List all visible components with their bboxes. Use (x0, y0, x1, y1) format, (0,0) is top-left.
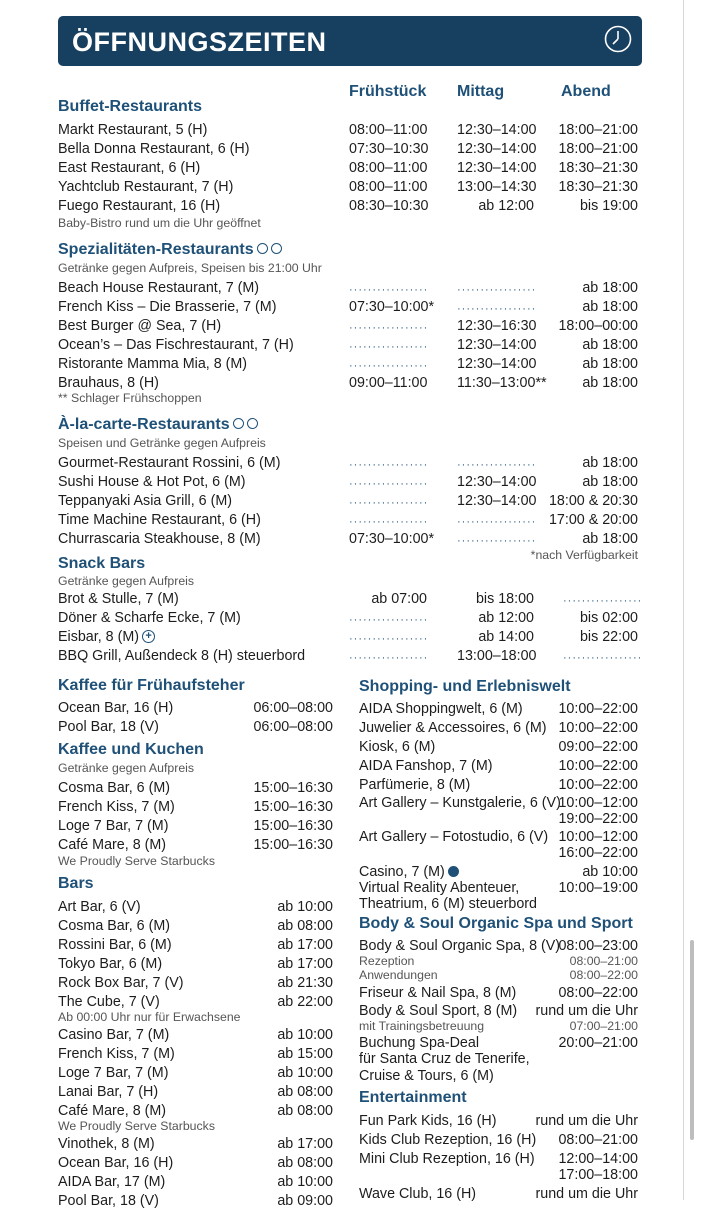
buffet-row-breakfast-0: 08:00–11:00 (349, 122, 428, 138)
shopping-row-time-0: 10:00–22:00 (558, 701, 638, 717)
snack-name-1: Döner & Scharfe Ecke, 7 (M) (58, 610, 241, 626)
bars-row2-name-1: French Kiss, 7 (M) (58, 1046, 175, 1062)
alacarte-row-breakfast-3-empty: ················· (349, 516, 429, 528)
snack-dinner-0-empty: ················· (563, 595, 643, 607)
kaffee-kuchen-heading: Kaffee und Kuchen (58, 741, 204, 758)
kaffee-frueh-row-name-0: Ocean Bar, 16 (H) (58, 700, 174, 716)
column-header-3: Abend (561, 83, 611, 100)
alacarte-note: *nach Verfügbarkeit (530, 548, 638, 562)
reservation-icon (247, 418, 258, 429)
buffet-row-name-2: East Restaurant, 6 (H) (58, 160, 201, 176)
casino-chip-icon (448, 866, 459, 877)
special-row-lunch-1-empty: ················· (457, 303, 537, 315)
bars-row-time-4: ab 21:30 (277, 975, 333, 991)
kaffee-kuchen-row-time-0: 15:00–16:30 (253, 780, 333, 796)
bars-row2-time-2: ab 10:00 (277, 1065, 333, 1081)
bars-row3-name-1: Ocean Bar, 16 (H) (58, 1155, 174, 1171)
special-row-name-0: Beach House Restaurant, 7 (M) (58, 280, 260, 296)
alacarte-row-breakfast-4: 07:30–10:00* (349, 531, 435, 547)
buffet-row-dinner-1: 18:00–21:00 (558, 141, 638, 157)
snack-dinner-1: bis 02:00 (579, 610, 638, 626)
buffet-row-breakfast-1: 07:30–10:30 (349, 141, 429, 157)
buffet-row-name-1: Bella Donna Restaurant, 6 (H) (58, 141, 250, 157)
entertainment-name-0: Fun Park Kids, 16 (H) (359, 1113, 497, 1129)
title-banner (58, 16, 642, 66)
buffet-row-breakfast-4: 08:30–10:30 (349, 198, 429, 214)
buffet-row-lunch-1: 12:30–14:00 (457, 141, 537, 157)
buffet-heading: Buffet-Restaurants (58, 98, 203, 115)
buffet-row-dinner-4: bis 19:00 (579, 198, 638, 214)
shopping-vr-name1: Virtual Reality Abenteuer, (359, 880, 520, 896)
buffet-row-lunch-0: 12:30–14:00 (457, 122, 537, 138)
snack-breakfast-0: ab 07:00 (371, 591, 427, 607)
special-row-breakfast-1: 07:30–10:00* (349, 299, 435, 315)
spa-time: 08:00–23:00 (558, 938, 638, 954)
shopping-vr-time: 10:00–19:00 (558, 880, 638, 896)
bars-row2-time-1: ab 15:00 (277, 1046, 333, 1062)
kaffee-kuchen-row-name-1: French Kiss, 7 (M) (58, 799, 175, 815)
alacarte-row-breakfast-2-empty: ················· (349, 497, 429, 509)
shopping-row-time-4: 10:00–22:00 (558, 777, 638, 793)
bars-row-name-3: Tokyo Bar, 6 (M) (58, 956, 163, 972)
shopping-row-time-1: 10:00–22:00 (558, 720, 638, 736)
bars-row3-name-2: AIDA Bar, 17 (M) (58, 1174, 166, 1190)
spa-sport-time: rund um die Uhr (535, 1003, 638, 1019)
alacarte-row-lunch-0-empty: ················· (457, 459, 537, 471)
spa-buchung-time: 20:00–21:00 (558, 1035, 638, 1051)
special-row-name-5: Brauhaus, 8 (H) (58, 375, 159, 391)
bars-row3-name-3: Pool Bar, 18 (V) (58, 1193, 159, 1209)
shopping-row-name-3: AIDA Fanshop, 7 (M) (359, 758, 493, 774)
special-row-dinner-1: ab 18:00 (582, 299, 638, 315)
shopping-row-time-3: 10:00–22:00 (558, 758, 638, 774)
bars-row-time-5: ab 22:00 (277, 994, 333, 1010)
column-header-1: Frühstück (349, 83, 427, 100)
entertainment-heading: Entertainment (359, 1089, 467, 1106)
snack-lunch-0: bis 18:00 (475, 591, 534, 607)
alacarte-row-lunch-2: 12:30–14:00 (457, 493, 537, 509)
special-note: ** Schlager Frühschoppen (58, 391, 202, 405)
reservation-icon (271, 243, 282, 254)
spa-buchung-name3: Cruise & Tours, 6 (M) (359, 1068, 494, 1084)
buffet-row-lunch-4: ab 12:00 (478, 198, 534, 214)
bars-row3-time-3: ab 09:00 (277, 1193, 333, 1209)
snack-breakfast-empty-1: ················· (349, 614, 429, 626)
shopping-row-name-0: AIDA Shoppingwelt, 6 (M) (359, 701, 523, 717)
shopping-kunst-time2: 19:00–22:00 (558, 811, 638, 827)
bars-row-time-0: ab 10:00 (277, 899, 333, 915)
special-row-name-4: Ristorante Mamma Mia, 8 (M) (58, 356, 248, 372)
kaffee-kuchen-row-name-2: Loge 7 Bar, 7 (M) (58, 818, 169, 834)
bars-row-name-4: Rock Box Bar, 7 (V) (58, 975, 184, 991)
special-row-dinner-2: 18:00–00:00 (558, 318, 638, 334)
shopping-row-name-2: Kiosk, 6 (M) (359, 739, 436, 755)
kaffee-kuchen-sub: Getränke gegen Aufpreis (58, 761, 195, 775)
shopping-row-time-2: 09:00–22:00 (558, 739, 638, 755)
shopping-heading: Shopping- und Erlebniswelt (359, 678, 571, 695)
spa-name: Body & Soul Organic Spa, 8 (V) (359, 938, 561, 954)
kaffee-frueh-row-time-0: 06:00–08:00 (253, 700, 333, 716)
special-row-lunch-3: 12:30–14:00 (457, 337, 537, 353)
buffet-row-dinner-2: 18:30–21:30 (558, 160, 638, 176)
spa-heading: Body & Soul Organic Spa und Sport (359, 915, 633, 932)
bars-row3-time-0: ab 17:00 (277, 1136, 333, 1152)
snack-sub: Getränke gegen Aufpreis (58, 574, 195, 588)
special-row-breakfast-2-empty: ················· (349, 322, 429, 334)
shopping-foto-time2: 16:00–22:00 (558, 845, 638, 861)
kaffee-frueh-row-name-1: Pool Bar, 18 (V) (58, 719, 159, 735)
bars-row-name-5: The Cube, 7 (V) (58, 994, 160, 1010)
kaffee-kuchen-row-time-3: 15:00–16:30 (253, 837, 333, 853)
alacarte-sub: Speisen und Getränke gegen Aufpreis (58, 436, 266, 450)
snack-dinner-2: bis 22:00 (579, 629, 638, 645)
buffet-row-breakfast-2: 08:00–11:00 (349, 160, 428, 176)
special-row-lunch-2: 12:30–16:30 (457, 318, 537, 334)
special-row-breakfast-0-empty: ················· (349, 284, 429, 296)
snack-name-2: Eisbar, 8 (M) + (58, 629, 155, 645)
spa-rezeption-label: Rezeption (359, 954, 415, 968)
bars-heading: Bars (58, 875, 94, 892)
alacarte-row-name-0: Gourmet-Restaurant Rossini, 6 (M) (58, 455, 281, 471)
spa-buchung-name1: Buchung Spa-Deal (359, 1035, 480, 1051)
spa-friseur-name: Friseur & Nail Spa, 8 (M) (359, 985, 517, 1001)
special-row-dinner-4: ab 18:00 (582, 356, 638, 372)
bars-row2-time-3: ab 08:00 (277, 1084, 333, 1100)
alacarte-row-name-1: Sushi House & Hot Pot, 6 (M) (58, 474, 246, 490)
entertainment-time-4: rund um die Uhr (535, 1186, 638, 1202)
plus-icon: + (142, 630, 155, 643)
spa-anwendungen-label: Anwendungen (359, 968, 438, 982)
alacarte-row-dinner-1: ab 18:00 (582, 474, 638, 490)
kaffee-frueh-heading: Kaffee für Frühaufsteher (58, 677, 245, 694)
column-header-2: Mittag (457, 83, 505, 100)
alacarte-row-lunch-3-empty: ················· (457, 516, 537, 528)
bars-row-time-2: ab 17:00 (277, 937, 333, 953)
bars-row-name-2: Rossini Bar, 6 (M) (58, 937, 172, 953)
spa-buchung-name2: für Santa Cruz de Tenerife, (359, 1051, 530, 1067)
clock-icon (604, 25, 632, 53)
page-title: ÖFFNUNGSZEITEN (72, 27, 327, 57)
shopping-casino-time: ab 10:00 (582, 864, 638, 880)
buffet-row-dinner-0: 18:00–21:00 (558, 122, 638, 138)
spa-friseur-time: 08:00–22:00 (558, 985, 638, 1001)
bars-row-name-1: Cosma Bar, 6 (M) (58, 918, 171, 934)
special-row-name-2: Best Burger @ Sea, 7 (H) (58, 318, 222, 334)
snack-heading: Snack Bars (58, 555, 146, 572)
buffet-row-name-4: Fuego Restaurant, 16 (H) (58, 198, 221, 214)
entertainment-time-1: 08:00–21:00 (558, 1132, 638, 1148)
spa-sport-name: Body & Soul Sport, 8 (M) (359, 1003, 518, 1019)
shopping-kunst-name: Art Gallery – Kunstgalerie, 6 (V) (359, 795, 561, 811)
special-row-dinner-0: ab 18:00 (582, 280, 638, 296)
snack-dinner-3-empty: ················· (563, 652, 643, 664)
bars-row2-name-4: Café Mare, 8 (M) (58, 1103, 167, 1119)
entertainment-name-4: Wave Club, 16 (H) (359, 1186, 477, 1202)
bars-row3-time-1: ab 08:00 (277, 1155, 333, 1171)
dress-code-icon (257, 243, 268, 254)
shopping-foto-time1: 10:00–12:00 (558, 829, 638, 845)
alacarte-row-breakfast-0-empty: ················· (349, 459, 429, 471)
alacarte-row-dinner-3: 17:00 & 20:00 (548, 512, 638, 528)
buffet-row-lunch-3: 13:00–14:30 (457, 179, 537, 195)
shopping-row-name-1: Juwelier & Accessoires, 6 (M) (359, 720, 547, 736)
special-row-breakfast-4-empty: ················· (349, 360, 429, 372)
special-row-dinner-3: ab 18:00 (582, 337, 638, 353)
alacarte-row-lunch-4-empty: ················· (457, 535, 537, 547)
alacarte-row-breakfast-1-empty: ················· (349, 478, 429, 490)
spa-rezeption-time: 08:00–21:00 (569, 954, 638, 968)
kaffee-kuchen-row-name-3: Café Mare, 8 (M) (58, 837, 167, 853)
alacarte-row-lunch-1: 12:30–14:00 (457, 474, 537, 490)
kaffee-kuchen-row-time-2: 15:00–16:30 (253, 818, 333, 834)
buffet-row-name-0: Markt Restaurant, 5 (H) (58, 122, 208, 138)
entertainment-name-2: Mini Club Rezeption, 16 (H) (359, 1151, 535, 1167)
alacarte-row-name-2: Teppanyaki Asia Grill, 6 (M) (58, 493, 233, 509)
alacarte-row-dinner-4: ab 18:00 (582, 531, 638, 547)
bars-row-time-3: ab 17:00 (277, 956, 333, 972)
buffet-row-lunch-2: 12:30–14:00 (457, 160, 537, 176)
shopping-vr-name2: Theatrium, 6 (M) steuerbord (359, 896, 537, 912)
spa-training-time: 07:00–21:00 (569, 1019, 638, 1033)
kaffee-kuchen-note: We Proudly Serve Starbucks (58, 854, 215, 868)
bars-note-adults: Ab 00:00 Uhr nur für Erwachsene (58, 1010, 241, 1024)
snack-breakfast-empty-2: ················· (349, 633, 429, 645)
alacarte-row-name-4: Churrascaria Steakhouse, 8 (M) (58, 531, 261, 547)
snack-lunch-1: ab 12:00 (478, 610, 534, 626)
snack-lunch-3: 13:00–18:00 (457, 648, 537, 664)
snack-lunch-2: ab 14:00 (478, 629, 534, 645)
special-row-breakfast-5: 09:00–11:00 (349, 375, 428, 391)
entertainment-time-3: 17:00–18:00 (558, 1167, 638, 1183)
special-row-name-3: Ocean’s – Das Fischrestaurant, 7 (H) (58, 337, 294, 353)
buffet-note: Baby-Bistro rund um die Uhr geöffnet (58, 216, 261, 230)
bars-row-name-0: Art Bar, 6 (V) (58, 899, 141, 915)
spa-anwendungen-time: 08:00–22:00 (569, 968, 638, 982)
shopping-foto-name: Art Gallery – Fotostudio, 6 (V) (359, 829, 549, 845)
buffet-row-breakfast-3: 08:00–11:00 (349, 179, 428, 195)
bars-row-time-1: ab 08:00 (277, 918, 333, 934)
bars-note-starbucks: We Proudly Serve Starbucks (58, 1119, 215, 1133)
special-row-lunch-4: 12:30–14:00 (457, 356, 537, 372)
kaffee-frueh-row-time-1: 06:00–08:00 (253, 719, 333, 735)
special-row-lunch-5: 11:30–13:00** (457, 375, 547, 391)
buffet-row-name-3: Yachtclub Restaurant, 7 (H) (58, 179, 234, 195)
special-row-name-1: French Kiss – Die Brasserie, 7 (M) (58, 299, 277, 315)
special-sub: Getränke gegen Aufpreis, Speisen bis 21:00 Uhr (58, 261, 322, 275)
bars-row2-time-4: ab 08:00 (277, 1103, 333, 1119)
shopping-kunst-time1: 10:00–12:00 (558, 795, 638, 811)
dress-code-icon (233, 418, 244, 429)
page-edge-divider (683, 0, 684, 1200)
snack-breakfast-empty-3: ················· (349, 652, 429, 664)
alacarte-row-dinner-0: ab 18:00 (582, 455, 638, 471)
spa-training-label: mit Trainingsbetreuung (359, 1019, 485, 1033)
alacarte-row-name-3: Time Machine Restaurant, 6 (H) (58, 512, 261, 528)
bars-row2-time-0: ab 10:00 (277, 1027, 333, 1043)
alacarte-row-dinner-2: 18:00 & 20:30 (548, 493, 638, 509)
snack-name-0: Brot & Stulle, 7 (M) (58, 591, 179, 607)
scrollbar[interactable] (690, 940, 694, 1140)
special-row-dinner-5: ab 18:00 (582, 375, 638, 391)
shopping-casino-name: Casino, 7 (M) (359, 864, 459, 880)
buffet-row-dinner-3: 18:30–21:30 (558, 179, 638, 195)
bars-row2-name-2: Loge 7 Bar, 7 (M) (58, 1065, 169, 1081)
shopping-row-name-4: Parfümerie, 8 (M) (359, 777, 471, 793)
entertainment-time-0: rund um die Uhr (535, 1113, 638, 1129)
special-row-breakfast-3-empty: ················· (349, 341, 429, 353)
entertainment-time-2: 12:00–14:00 (558, 1151, 638, 1167)
entertainment-name-1: Kids Club Rezeption, 16 (H) (359, 1132, 537, 1148)
bars-row3-name-0: Vinothek, 8 (M) (58, 1136, 155, 1152)
bars-row2-name-0: Casino Bar, 7 (M) (58, 1027, 170, 1043)
bars-row3-time-2: ab 10:00 (277, 1174, 333, 1190)
special-row-lunch-0-empty: ················· (457, 284, 537, 296)
kaffee-kuchen-row-time-1: 15:00–16:30 (253, 799, 333, 815)
alacarte-heading: À-la-carte-Restaurants (58, 417, 258, 433)
bars-row2-name-3: Lanai Bar, 7 (H) (58, 1084, 159, 1100)
kaffee-kuchen-row-name-0: Cosma Bar, 6 (M) (58, 780, 171, 796)
special-heading: Spezialitäten-Restaurants (58, 242, 282, 258)
snack-name-3: BBQ Grill, Außendeck 8 (H) steuerbord (58, 648, 306, 664)
